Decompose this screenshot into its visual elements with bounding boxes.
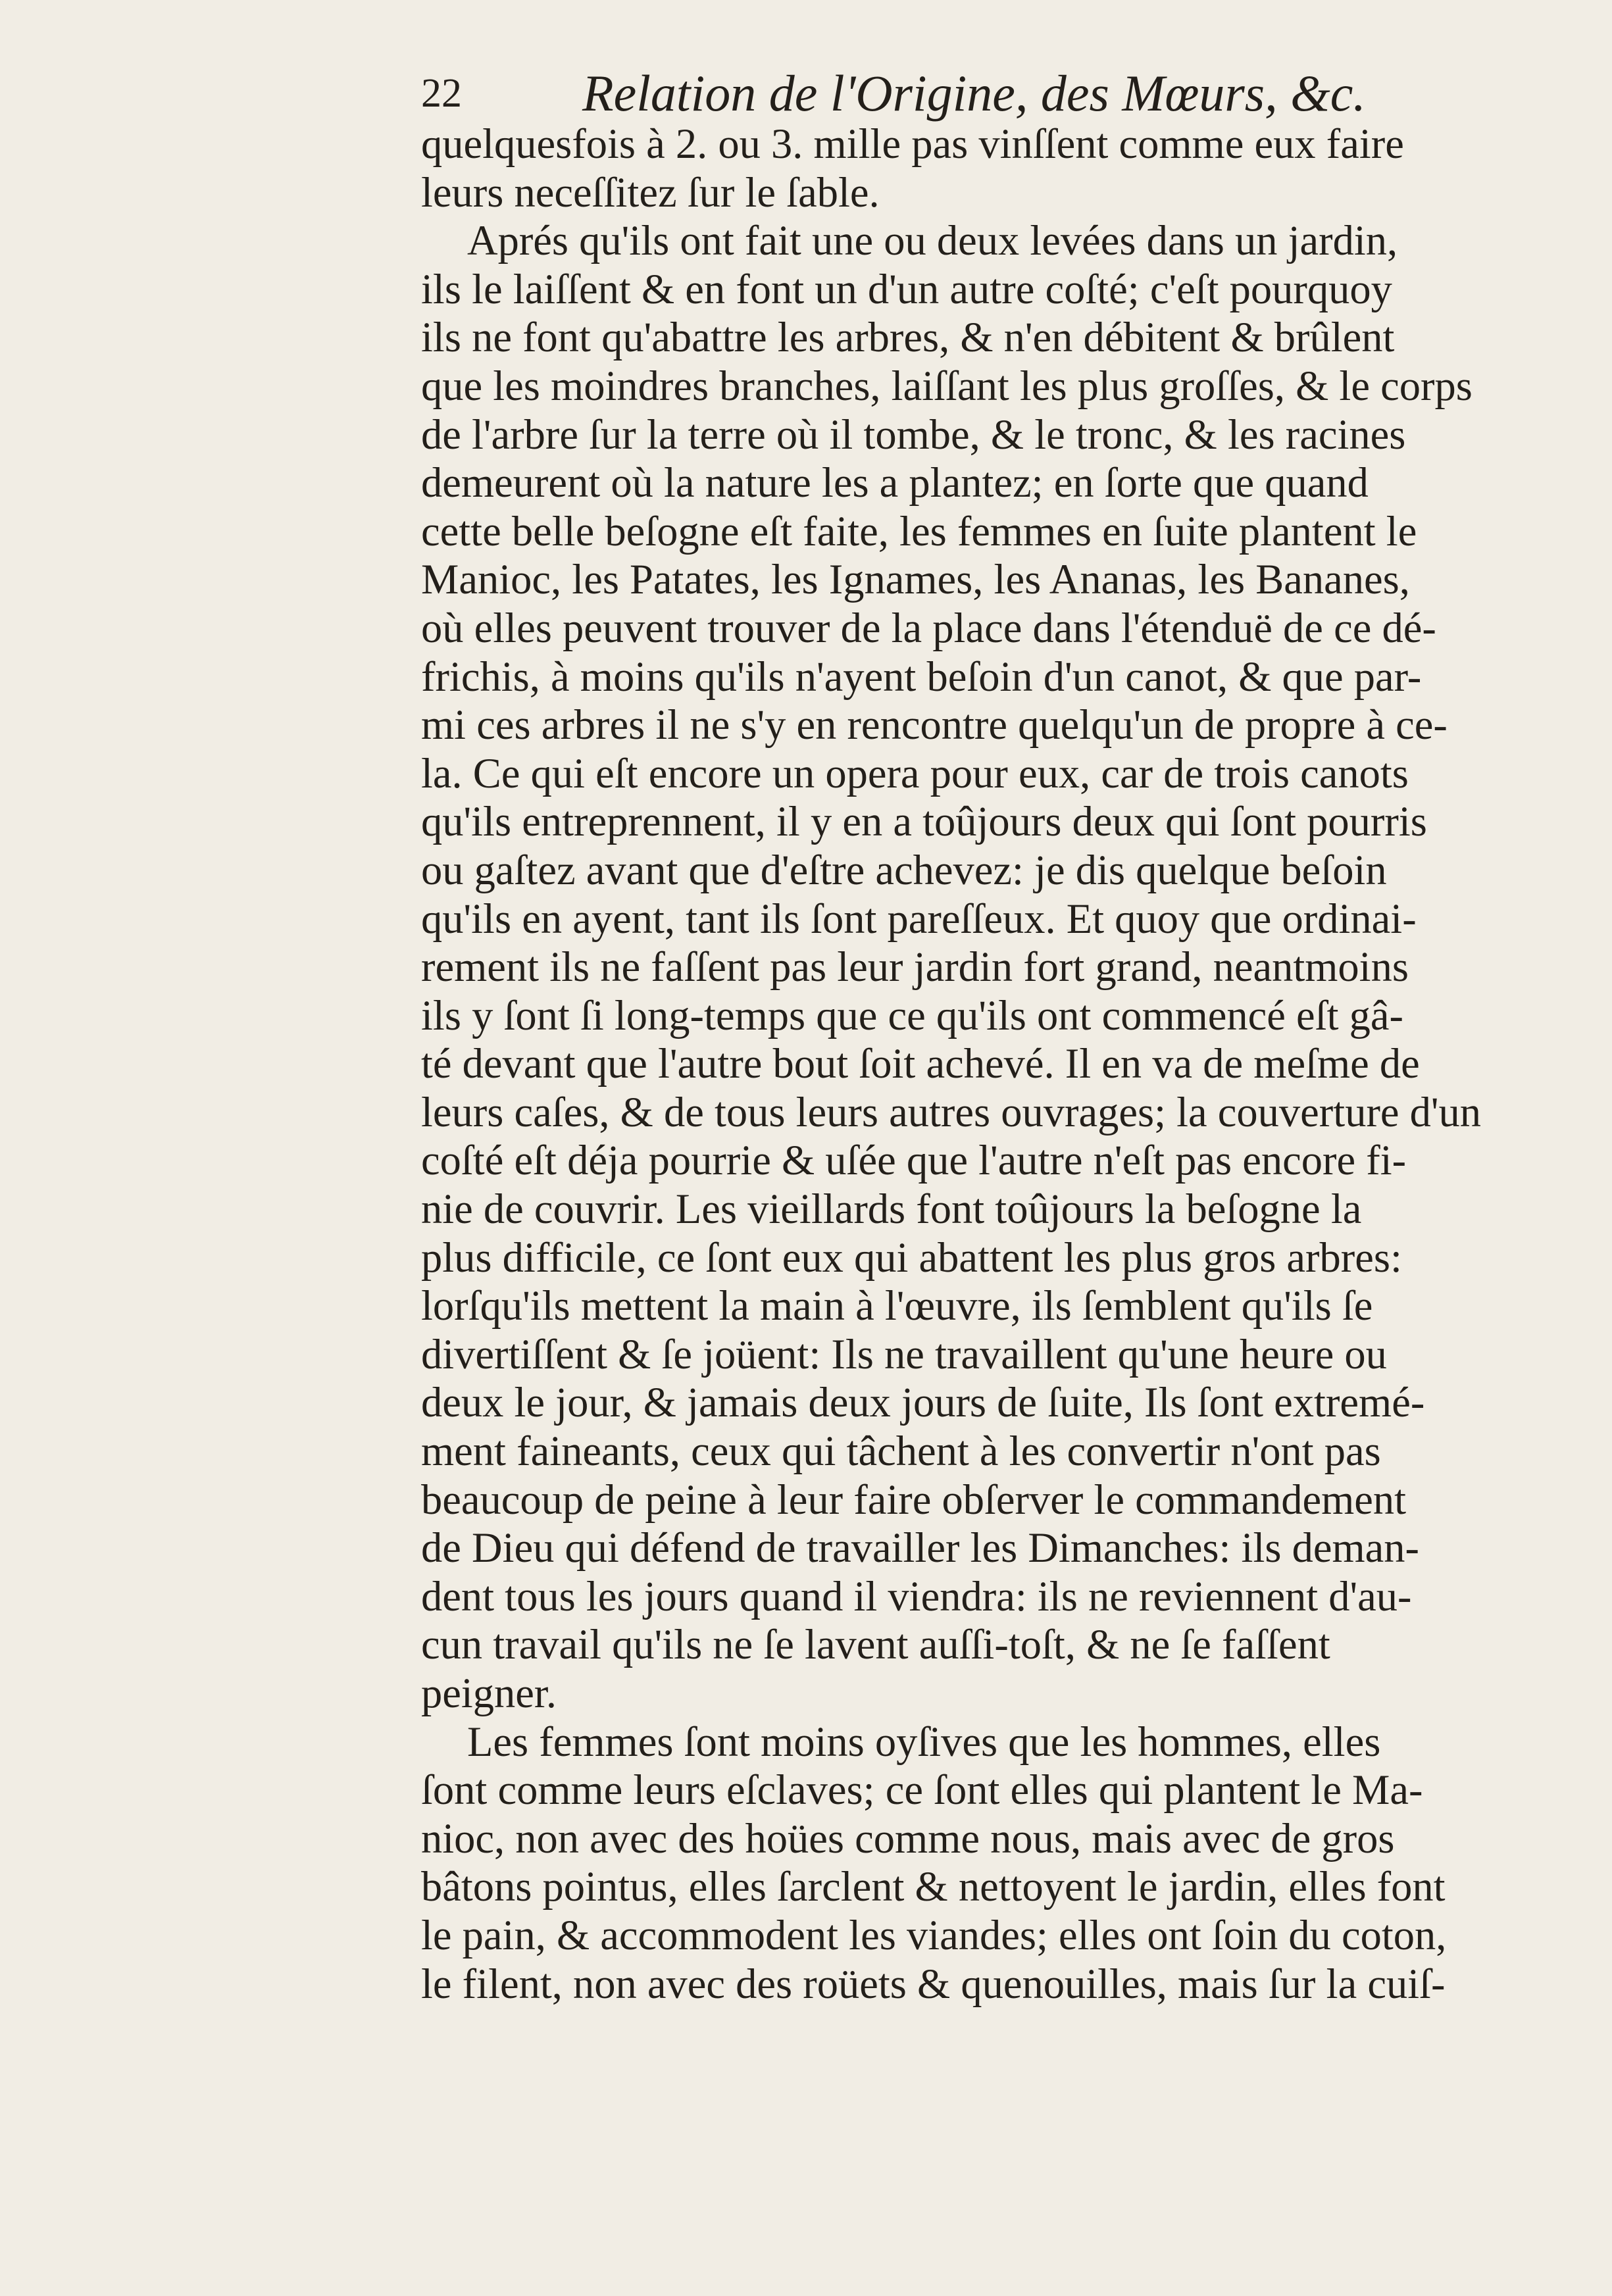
text-line: qu'ils en ayent, tant ils ſont pareſſeux. Et quoy que ordinai- [421, 895, 1417, 942]
text-line: le pain, & accommodent les viandes; elles ont ſoin du coton, [421, 1911, 1447, 1959]
text-line: deux le jour, & jamais deux jours de ſuite, Ils ſont extremé- [421, 1379, 1425, 1426]
text-line: ou gaſtez avant que d'eſtre achevez: je dis quelque beſoin [421, 846, 1387, 893]
text-line: té devant que l'autre bout ſoit achevé. Il en va de meſme de [421, 1040, 1420, 1087]
text-line: ils ne font qu'abattre les arbres, & n'en débitent & brûlent [421, 314, 1395, 361]
text-line: de l'arbre ſur la terre où il tombe, & le tronc, & les racines [421, 411, 1406, 458]
text-line: dent tous les jours quand il viendra: ils ne reviennent d'au- [421, 1572, 1412, 1620]
text-line: leurs caſes, & de tous leurs autres ouvrages; la couverture d'un [421, 1088, 1482, 1136]
text-line: lorſqu'ils mettent la main à l'œuvre, ils ſemblent qu'ils ſe [421, 1282, 1373, 1330]
text-line: demeurent où la nature les a plantez; en ſorte que quand [421, 459, 1369, 507]
paragraph-start-line: Les femmes ſont moins oyſives que les hommes, elles [467, 1718, 1381, 1765]
running-title: Relation de l'Origine, des Mœurs, &c. [582, 64, 1366, 122]
text-line: peigner. [421, 1670, 557, 1716]
text-line: cette belle beſogne eſt faite, les femmes en ſuite plantent le [421, 507, 1417, 555]
text-line: Manioc, les Patates, les Ignames, les Ananas, les Bananes, [421, 556, 1410, 603]
text-line: nioc, non avec des hoües comme nous, mais avec de gros [421, 1814, 1395, 1862]
text-line: de Dieu qui défend de travailler les Dimanches: ils deman- [421, 1524, 1420, 1572]
text-line: nie de couvrir. Les vieillards font toûjours la beſogne la [421, 1185, 1362, 1233]
paragraph-start-line: Aprés qu'ils ont fait une ou deux levées dans un jardin, [467, 217, 1398, 264]
text-line: cun travail qu'ils ne ſe lavent auſſi-toſt, & ne ſe faſſent [421, 1621, 1330, 1668]
text-line: leurs neceſſitez ſur le ſable. [421, 168, 880, 216]
text-line: où elles peuvent trouver de la place dans l'étenduë de ce dé- [421, 604, 1436, 651]
body-text [421, 120, 1507, 2008]
text-line: bâtons pointus, elles ſarclent & nettoyent le jardin, elles font [421, 1863, 1446, 1910]
page-number: 22 [421, 71, 462, 116]
text-line: le filent, non avec des roüets & quenouilles, mais ſur la cuiſ- [421, 1960, 1446, 2007]
text-line: qu'ils entreprennent, il y en a toûjours deux qui ſont pourris [421, 798, 1427, 845]
text-line: ſont comme leurs eſclaves; ce ſont elles qui plantent le Ma- [421, 1766, 1423, 1814]
text-line: ils le laiſſent & en font un d'un autre coſté; c'eſt pourquoy [421, 265, 1392, 312]
page-header [421, 61, 1421, 126]
text-line: frichis, à moins qu'ils n'ayent beſoin d'un canot, & que par- [421, 653, 1422, 700]
text-line: plus difficile, ce ſont eux qui abattent les plus gros arbres: [421, 1234, 1402, 1281]
text-line: quelquesfois à 2. ou 3. mille pas vinſſent comme eux faire [421, 120, 1404, 167]
text-line: que les moindres branches, laiſſant les plus groſſes, & le corps [421, 362, 1473, 409]
text-line: coſté eſt déja pourrie & uſée que l'autre n'eſt pas encore fi- [421, 1137, 1407, 1184]
text-line: ment faineants, ceux qui tâchent à les convertir n'ont pas [421, 1428, 1381, 1475]
text-line: la. Ce qui eſt encore un opera pour eux, car de trois canots [421, 749, 1409, 797]
text-line: divertiſſent & ſe joüent: Ils ne travaillent qu'une heure ou [421, 1330, 1387, 1378]
text-line: beaucoup de peine à leur faire obſerver le commandement [421, 1476, 1407, 1523]
text-line: ils y ſont ſi long-temps que ce qu'ils ont commencé eſt gâ- [421, 991, 1404, 1039]
text-line: mi ces arbres il ne s'y en rencontre quelqu'un de propre à ce- [421, 701, 1448, 749]
text-line: rement ils ne faſſent pas leur jardin fort grand, neantmoins [421, 943, 1409, 991]
